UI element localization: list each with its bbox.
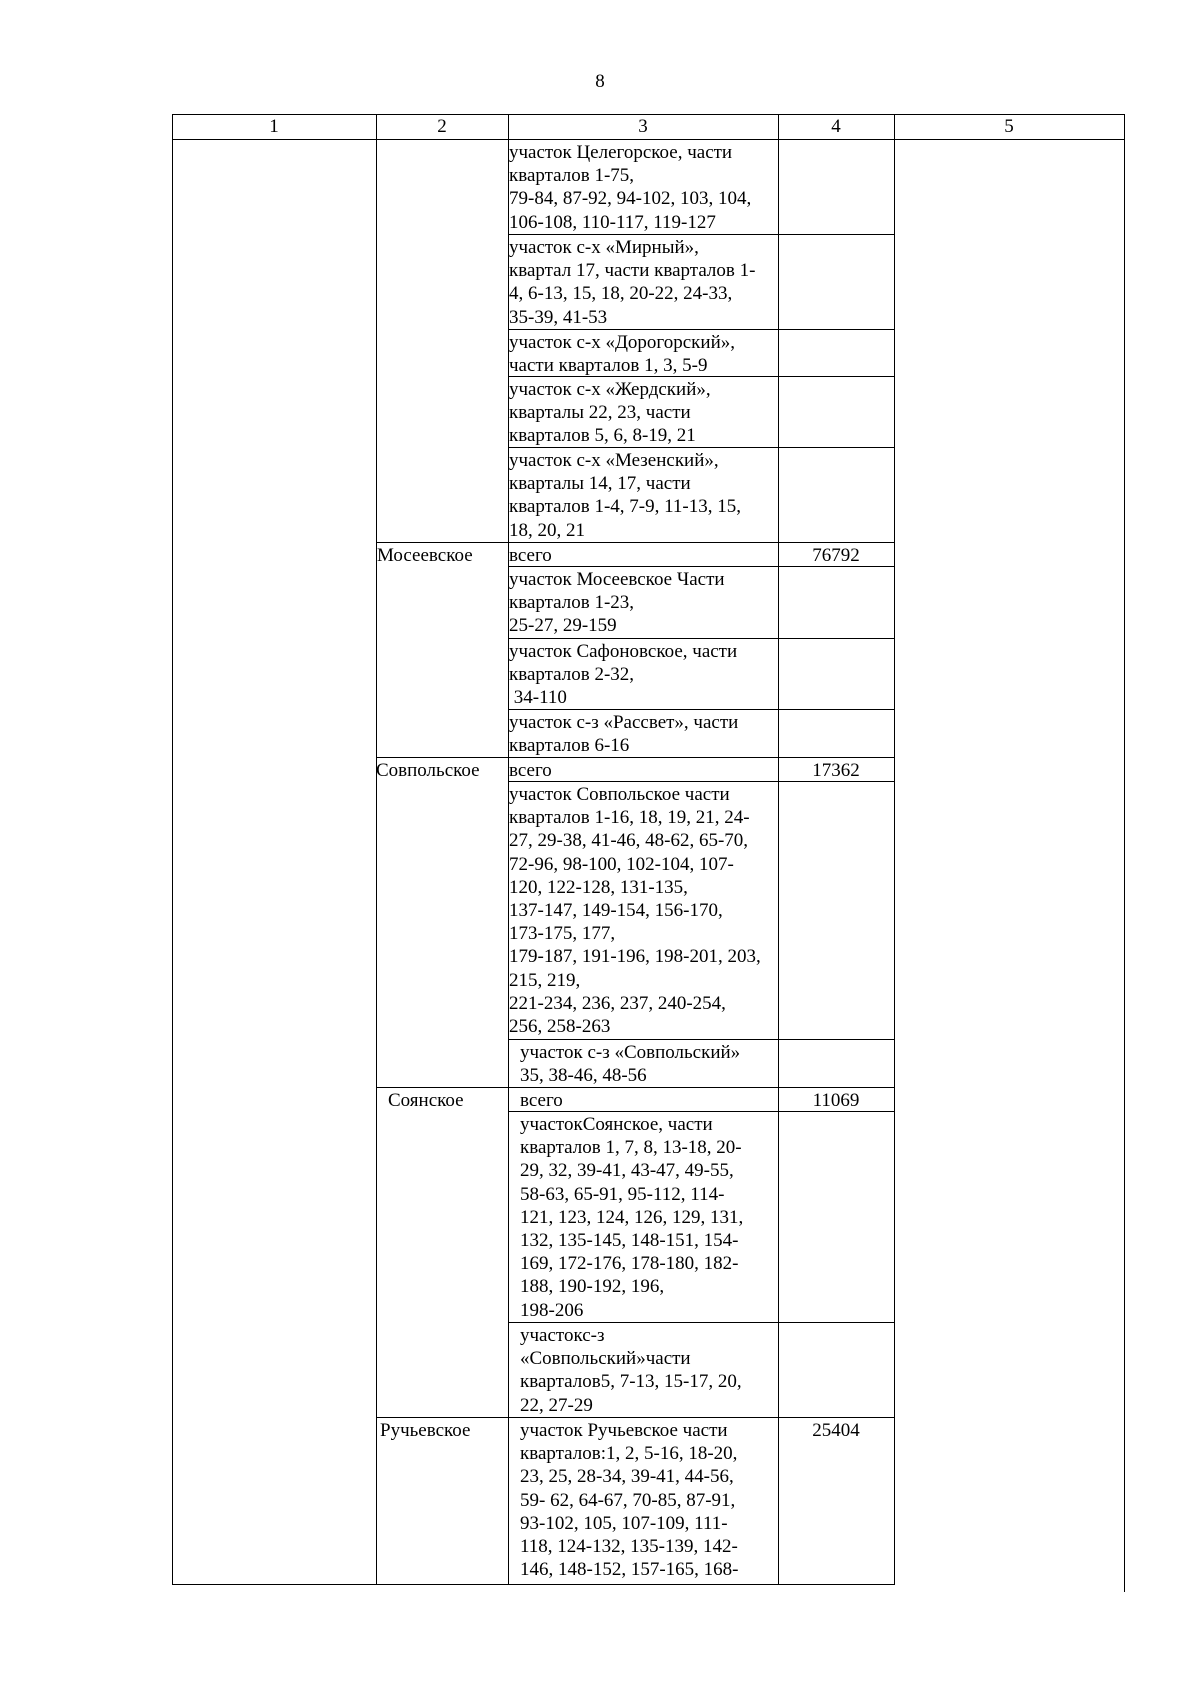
plot-description: участок с-з «Рассвет», части кварталов 6-16 xyxy=(509,712,739,757)
table-border-right xyxy=(1124,114,1125,1592)
column-header-3: 3 xyxy=(638,116,648,137)
forestry-name: Мосеевское xyxy=(377,545,473,566)
row-divider xyxy=(508,329,895,330)
plot-description: участок с-х «Жердский», кварталы 22, 23, части кварталов 5, 6, 8-19, 21 xyxy=(509,379,711,447)
table-border-left xyxy=(172,114,173,1584)
table-border-col2 xyxy=(376,114,377,1584)
table-border-col5 xyxy=(894,114,895,1584)
header-bottom-border xyxy=(172,139,1125,140)
total-area: 25404 xyxy=(812,1420,860,1441)
row-divider xyxy=(376,1417,895,1418)
total-label: всего xyxy=(509,760,552,781)
row-divider xyxy=(508,1039,895,1040)
total-label: всего xyxy=(509,545,552,566)
forestry-name: Соянское xyxy=(388,1090,464,1111)
column-header-1: 1 xyxy=(269,116,279,137)
column-header-4: 4 xyxy=(831,116,841,137)
forestry-name: Совпольское xyxy=(376,760,480,781)
table-border-bottom xyxy=(172,1584,895,1585)
forest-areas-table xyxy=(0,114,1200,1594)
row-divider xyxy=(508,234,895,235)
total-area: 11069 xyxy=(812,1090,860,1111)
plot-description: участок Целегорское, части кварталов 1-75, 79-84, 87-92, 94-102, 103, 104, 106-108, 110-117, 119-127 xyxy=(509,142,752,233)
row-divider xyxy=(376,542,895,543)
table-border-col4 xyxy=(778,114,779,1584)
plot-description: участок Ручьевское части кварталов:1, 2, 5-16, 18-20, 23, 25, 28-34, 39-41, 44-56, 59- 62, 64-67, 70-85, 87-91, 93-102, 105, 107-109, 111- 118, 124-132, 135-139, 142- 146, 148-152, 157-165, 168- xyxy=(520,1420,739,1581)
row-divider xyxy=(508,638,895,639)
plot-description: участокс-з «Совпольский»части кварталов5, 7-13, 15-17, 20, 22, 27-29 xyxy=(520,1325,742,1416)
total-label: всего xyxy=(520,1090,563,1111)
plot-description: участок с-х «Мезенский», кварталы 14, 17, части кварталов 1-4, 7-9, 11-13, 15, 18, 20, 21 xyxy=(509,450,741,541)
total-area: 17362 xyxy=(812,760,860,781)
plot-description: участок Совпольское части кварталов 1-16, 18, 19, 21, 24- 27, 29-38, 41-46, 48-62, 65-70, 72-96, 98-100, 102-104, 107- 120, 122-128, 131-135, 137-147, 149-154, 156-170, 173-175, 177, 179-187, 191-196, 198-201, 203, 215, 219, 221-234, 236, 237, 240-254, 256, 258-263 xyxy=(509,784,761,1038)
column-header-2: 2 xyxy=(437,116,447,137)
row-divider xyxy=(508,1322,895,1323)
page-number: 8 xyxy=(595,71,605,92)
plot-description: участок Мосеевское Части кварталов 1-23, 25-27, 29-159 xyxy=(509,569,725,637)
column-header-5: 5 xyxy=(1004,116,1014,137)
plot-description: участок с-з «Совпольский» 35, 38-46, 48-56 xyxy=(520,1042,741,1087)
plot-description: участок Сафоновское, части кварталов 2-32, 34-110 xyxy=(509,641,738,709)
forestry-name: Ручьевское xyxy=(380,1420,471,1441)
plot-description: участок с-х «Дорогорский», части кварталов 1, 3, 5-9 xyxy=(509,332,735,377)
total-area: 76792 xyxy=(812,545,860,566)
plot-description: участокСоянское, части кварталов 1, 7, 8, 13-18, 20- 29, 32, 39-41, 43-47, 49-55, 58-63, 65-91, 95-112, 114- 121, 123, 124, 126, 129, 131, 132, 135-145, 148-151, 154- 169, 172-176, 178-180, 182- 188, 190-192, 196, 198-206 xyxy=(520,1114,744,1321)
plot-description: участок с-х «Мирный», квартал 17, части кварталов 1- 4, 6-13, 15, 18, 20-22, 24-33, 35-39, 41-53 xyxy=(509,237,756,328)
